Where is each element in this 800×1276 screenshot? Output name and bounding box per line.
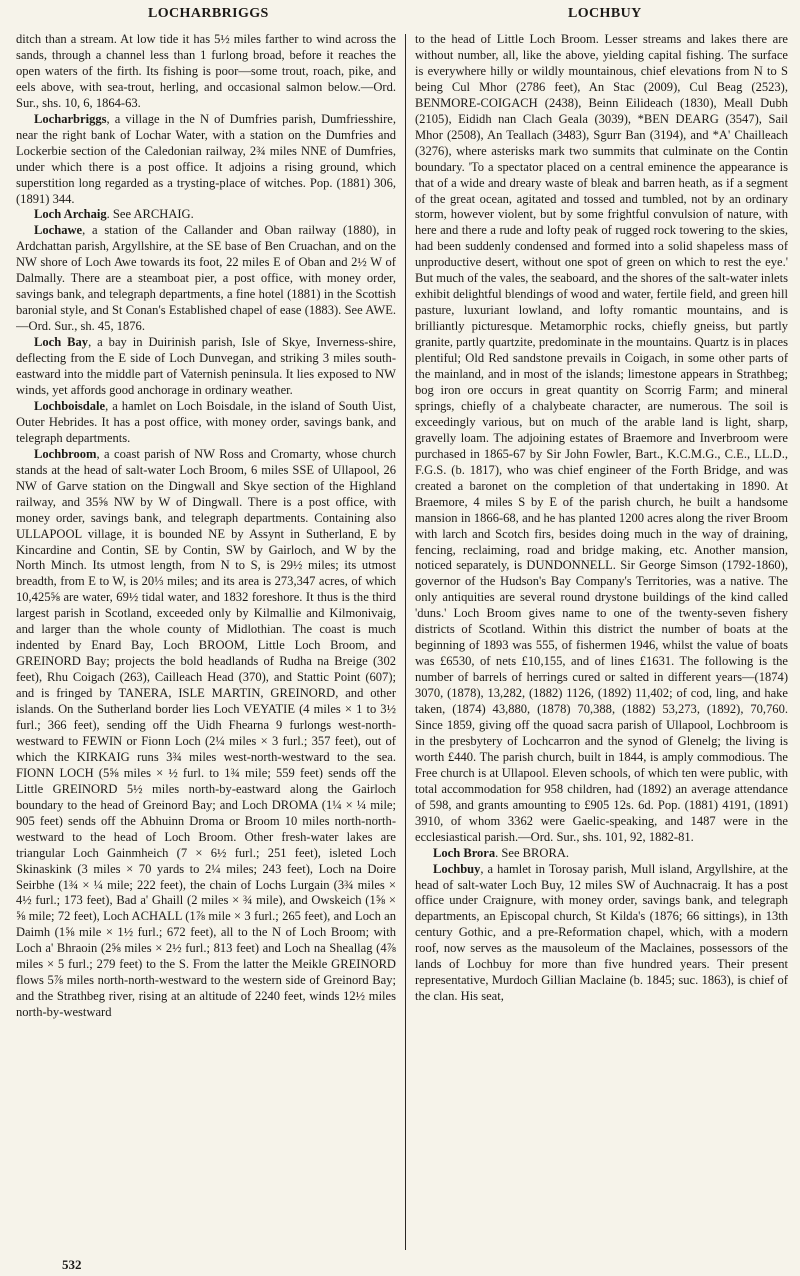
entry-text: . See ARCHAIG. (106, 207, 194, 222)
entry-lochbuy (415, 862, 788, 1006)
entry-text: , a hamlet on Loch Boisdale, in the island of South Uist, Outer Hebrides. It has a post office, with money order, savings bank, and telegraph departments. (16, 398, 396, 445)
entry-headword: Locharbriggs (34, 111, 107, 126)
column-divider (405, 34, 406, 1250)
entry-text: , a coast parish of NW Ross and Cromarty, whose church stands at the head of salt-water Loch Broom, 6 miles SSE of Ullapool, 26 NW of Garve station on the Dingwall and Skye section of the Highland railway, and 35⅝ NW by W of Dingwall. There is a post office, with money order, savings bank, and telegraph departments. Containing also ULLAPOOL village, it is bounded NE by Assynt in Sutherland, E by Kincardine and Contin, SE by Contin, SW by Gairloch, and W by the North Minch. Its utmost length, from N to S, is 29½ miles; its utmost breadth, from E to W, is 20⅓ miles; and its area is 273,347 acres, of which 10,425⅝ are water, 69½ tidal water, and 1832 foreshore. It thus is the third largest parish in Scotland, exceeded only by Kilmallie and Kilmonivaig, and larger than the whole county of Midlothian. The coast is much indented by Enard Bay, Loch BROOM, Little Loch Broom, and GREINORD Bay; projects the bold headlands of Rudha na Breige (302 feet), Rhu Coigach (263), Cailleach Head (370), and Stattic Point (607); and is fringed by TANERA, ISLE MARTIN, GREINORD, and other islands. On the Sutherland border lies Loch VEYATIE (4 miles × 1 to 3½ furl.; 366 feet), sending off the Uidh Fhearna 9 furlongs west-north-westward to FEWIN or Fionn Loch (2¼ miles × 3 furl.; 357 feet), out of which the KIRKAIG runs 3¾ miles west-north-westward to the sea. FIONN LOCH (5⅝ miles × ½ furl. to 1¾ mile; 559 feet) sends off the Little GREINORD 5½ miles north-by-eastward along the Gairloch boundary to the head of Greinord Bay; and Loch DROMA (1¼ × ¼ mile; 905 feet) sends off the Abhuinn Droma or Broom 10 miles north-north-westward to the head of Loch Broom. Other fresh-water lakes are triangular Loch Gainmheich (7 × 6½ furl.; 251 feet), isleted Loch Skinaskink (3 miles × 70 yards to 2¼ miles; 243 feet), Loch na Doire Seirbhe (1¾ × ¼ mile; 222 feet), the chain of Lochs Lurgain (3¾ miles × 4½ furl.; 173 feet), Bad a' Ghaill (2 miles × ¾ mile), and Owskeich (1⅝ × ⅝ mile; 72 feet), Loch ACHALL (1⅞ mile × 3 furl.; 265 feet), and Loch an Daimh (1⅝ mile × 1½ furl.; 672 feet), all to the N of Loch Broom; with Loch a' Bhraoin (2⅝ miles × 2½ furl.; 813 feet) and Loch na Sheallag (4⅞ miles × 5 furl.; 279 feet) to the S. From the latter the Meikle GREINORD flows 5⅞ miles north-north-westward to the western side of Greinord Bay; and the Strathbeg river, rising at an altitude of 2240 feet, winds 12½ miles north-by-westward (16, 446, 396, 1020)
running-header (16, 6, 784, 28)
paragraph (415, 32, 788, 846)
entry-headword: Lochbroom (34, 446, 97, 461)
entry-text: . See BRORA. (495, 845, 570, 860)
entry-headword: Lochawe (34, 223, 83, 238)
header-right: LOCHBUY (568, 6, 642, 21)
entry-headword: Loch Bay (34, 335, 89, 350)
header-left: LOCHARBRIGGS (148, 6, 269, 21)
entry-text: , a village in the N of Dumfries parish, Dumfriesshire, near the right bank of Lochar Water, with a station on the Dumfries and Lockerbie section of the Caledonian railway, 2¾ miles NNE of Dumfries, under which there is a post office. It adjoins a rising ground, which superstition long regarded as a trysting-place of witches. Pop. (1881) 306, (1891) 344. (16, 111, 396, 206)
entry-loch-bay (16, 335, 396, 399)
page-number: 532 (62, 1257, 82, 1272)
entry-loch-brora (415, 846, 788, 862)
entry-headword: Loch Brora (433, 845, 496, 860)
entry-headword: Loch Archaig (34, 207, 107, 222)
entry-text: , a station of the Callander and Oban railway (1880), in Ardchattan parish, Argyllshire, at the SE base of Ben Cruachan, and on the NW shore of Loch Awe towards its foot, 22 miles E of Oban and 2½ W of Dalmally. There are a steamboat pier, a post office, with money order, savings bank, and telegraph departments, a fine hotel (1881) in the Scottish baronial style, and St Conan's Established chapel of ease (1883). See AWE.—Ord. Sur., sh. 45, 1876. (16, 223, 396, 334)
entry-headword: Lochboisdale (34, 398, 106, 413)
entry-loch-archaig (16, 207, 396, 223)
right-column (415, 32, 788, 1254)
entry-lochboisdale (16, 399, 396, 447)
paragraph-text: ditch than a stream. At low tide it has 5½ miles farther to wind across the sands, through a channel less than 1 furlong broad, before it reaches the open waters of the firth. Its fishing is poor—some trout, roach, pike, and eels above, with sea-trout, herling, and occasional salmon below.—Ord. Sur., shs. 10, 6, 1864-63. (16, 32, 396, 110)
entry-lochbroom (16, 447, 396, 1021)
entry-text: , a bay in Duirinish parish, Isle of Skye, Inverness-shire, deflecting from the E side of Loch Dunvegan, and striking 3 miles south-eastward into the middle part of Vaternish peninsula. It lies exposed to NW winds, yet affords good anchorage in ordinary weather. (16, 335, 396, 397)
entry-headword: Lochbuy (433, 861, 481, 876)
left-column (16, 32, 396, 1254)
entry-locharbriggs (16, 112, 396, 208)
entry-lochawe (16, 223, 396, 335)
paragraph (16, 32, 396, 112)
entry-text: , a hamlet in Torosay parish, Mull island, Argyllshire, at the head of salt-water Loch Buy, 12 miles SW of Auchnacraig. It has a post office under Craignure, with money order, savings bank, and telegraph departments, an Episcopal church, St Kilda's (1876; 66 sittings), in 13th century Gothic, and a pre-Reformation chapel, which, with a modern roof, now serves as the mausoleum of the Maclaines, possessors of the lands of Lochbuy for more than five hundred years. Their present representative, Murdoch Gillian Maclaine (b. 1845; suc. 1863), is chief of the clan. His seat, (415, 861, 788, 1004)
paragraph-text: to the head of Little Loch Broom. Lesser streams and lakes there are without number, all, like the above, yielding capital fishing. The surface is everywhere hilly or wildly mountainous, chief elevations from N to S being Cul Mhor (2786 feet), An Stac (2009), Cul Beag (2523), BENMORE-COIGACH (2438), Beinn Eilideach (1830), Meall Dubh (2105), Eididh nan Clach Geala (3039), *BEN DEARG (3547), Sail Mhor (2508), An Teallach (3483), Sgurr Ban (3194), and *A' Chailleach (3276), where asterisks mark two summits that culminate on the Contin boundary. 'To a spectator placed on a central eminence the appearance is that of a wide and dreary waste of bleak and barren heath, as if a segment of the great ocean, agitated and tossed and tumbled, not by an ordinary storm, however violent, but by some frightful convulsion of nature, with here and there a rude and lofty peak of rugged rock towering to the skies, had been suddenly condensed and formed into a solid shapeless mass of unproductive desert, without one spot of green on which to rest the eye.' But much of the vales, the seaboard, and the shores of the salt-water inlets exhibit delightful blendings of wood and water, fertile field, and green hill pasture, luxuriant lowland, and lofty romantic mountains, and is brilliantly picturesque. Metamorphic rocks, chiefly gneiss, but partly granite, partly quartzite, predominate in the mountains. Quartz is in places plentiful; Old Red sandstone prevails in Coigach, in some other parts of the mainland, and in most of the islands; limestone appears in Strathbeg; bog iron ore occurs in great quantity on Scorrig Farm; and mineral springs, chiefly of a chalybeate character, are numerous. The soil is exceedingly various, but on much of the arable land is light, sharp, gravelly loam. The adjoining estates of Braemore and Inverbroom were purchased in 1865-67 by Sir John Fowler, Bart., K.C.M.G., C.E., LL.D., F.G.S. (b. 1817), who was chief engineer of the Forth Bridge, and was created a baronet on the completion of that undertaking in 1890. At Braemore, 4 miles S by E of the parish church, he built a handsome mansion in 1866-68, and he has planted 1200 acres along the river Broom with larch and Scotch firs, besides doing much in the way of draining, fencing, reclaiming, road and bridge making, etc. Another mansion, noticed separately, is DUNDONNELL. Sir George Simson (1792-1860), governor of the Hudson's Bay Company's Territories, was a native. The only antiquities are several round drystone buildings of the kind called 'duns.' Loch Broom gives name to one of the twenty-seven fishery districts of Scotland. Within this district the number of boats at the beginning of 1893 was 555, of fishermen 1946, whilst the value of boats was £6530, of nets £10,155, and of lines £1631. The following is the number of barrels of herrings cured or salted in different years—(1874) 3070, (1878), 13,282, (1882) 1126, (1892) 11,402; of cod, ling, and hake taken, (1874) 43,880, (1878) 70,388, (1882) 53,273, (1892), 70,760. Since 1859, giving off the quoad sacra parish of Ullapool, Lochbroom is in the presbytery of Lochcarron and the synod of Glenelg; the living is worth £440. The parish church, built in 1844, is amply commodious. The Free church is at Ullapool. Eleven schools, of which ten were public, with total accommodation for 958 children, had (1892) an average attendance of 598, and grants amounting to £905 12s. 6d. Pop. (1881) 4191, (1891) 3910, of whom 3362 were Gaelic-speaking, and 1487 were in the ecclesiastical parish.—Ord. Sur., shs. 101, 92, 1882-81. (415, 32, 788, 844)
